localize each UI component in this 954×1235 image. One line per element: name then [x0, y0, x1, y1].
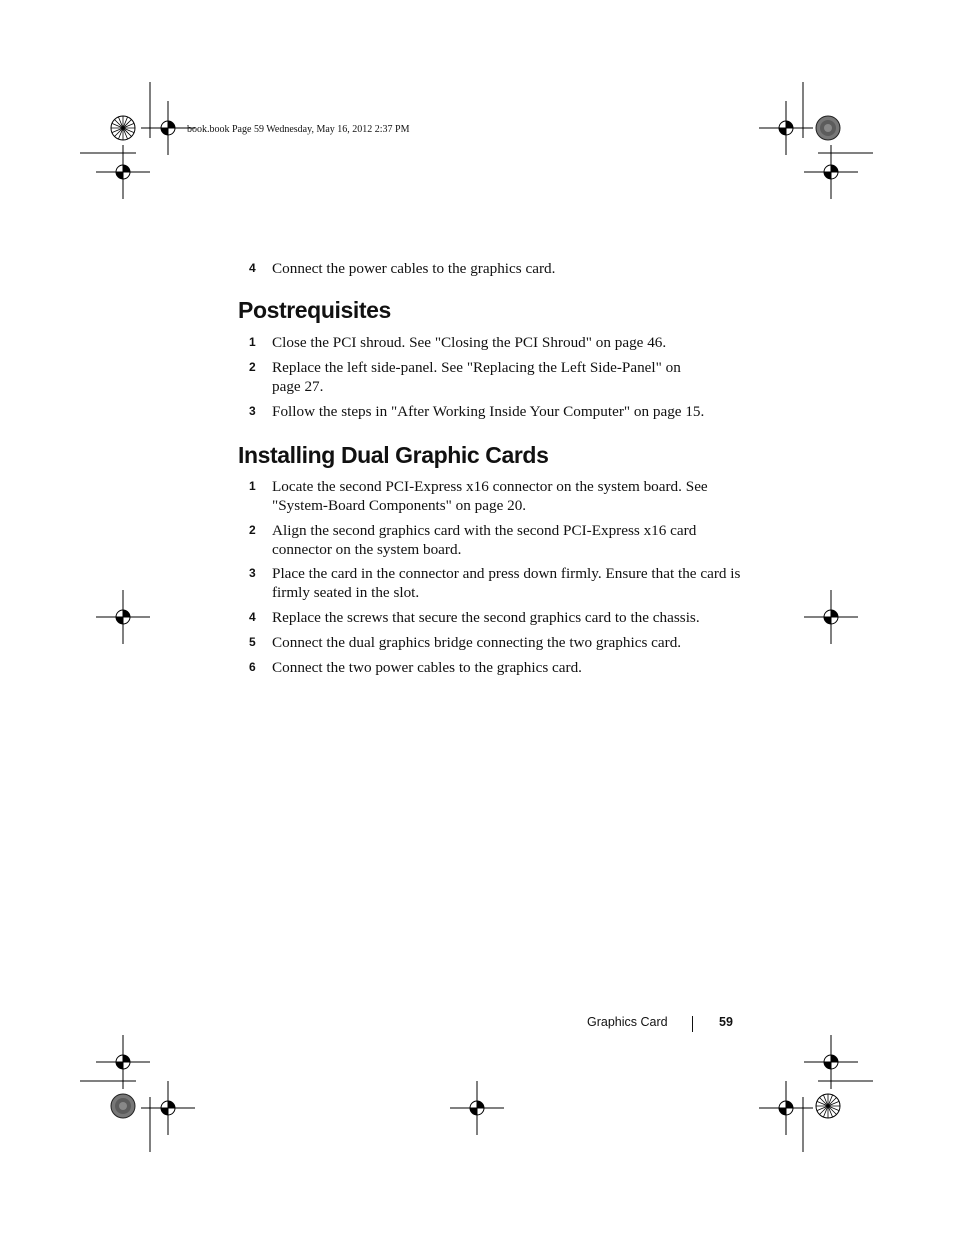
- step-number: 3: [249, 566, 256, 580]
- footer-section-label: Graphics Card: [587, 1015, 668, 1029]
- step-text: Locate the second PCI-Express x16 connector on the system board. See "System-Board Components" on page 20.: [272, 478, 708, 514]
- list-item: [238, 564, 748, 602]
- list-item: [238, 358, 698, 396]
- step-text: Replace the screws that secure the second graphics card to the chassis.: [272, 609, 700, 626]
- list-item: [238, 402, 748, 421]
- step-number: 3: [249, 404, 256, 418]
- print-header: book.book Page 59 Wednesday, May 16, 2012 2:37 PM: [187, 124, 410, 135]
- list-item: [238, 259, 748, 278]
- step-text: Connect the dual graphics bridge connecting the two graphics card.: [272, 634, 682, 651]
- list-item: [238, 521, 748, 559]
- footer-divider: [692, 1016, 693, 1032]
- list-item: [238, 633, 748, 652]
- page-number: 59: [719, 1015, 733, 1029]
- step-text: Close the PCI shroud. See "Closing the PCI Shroud" on page 46.: [272, 334, 667, 351]
- step-text: Connect the two power cables to the graphics card.: [272, 659, 582, 676]
- step-text: Replace the left side-panel. See "Replacing the Left Side-Panel" on page 27.: [272, 359, 681, 395]
- step-text: Align the second graphics card with the second PCI-Express x16 card connector on the system board.: [272, 522, 697, 558]
- section-heading-installing-dual-graphic-cards: Installing Dual Graphic Cards: [238, 442, 549, 468]
- step-number: 4: [249, 261, 256, 275]
- list-item: [238, 608, 748, 627]
- step-number: 2: [249, 523, 256, 537]
- step-number: 1: [249, 335, 256, 349]
- step-text: Connect the power cables to the graphics card.: [272, 260, 556, 277]
- step-number: 1: [249, 479, 256, 493]
- step-number: 6: [249, 660, 256, 674]
- step-number: 2: [249, 360, 256, 374]
- list-item: [238, 477, 748, 515]
- step-number: 4: [249, 610, 256, 624]
- section-heading-postrequisites: Postrequisites: [238, 297, 391, 323]
- list-item: [238, 333, 748, 352]
- list-item: [238, 658, 748, 677]
- step-number: 5: [249, 635, 256, 649]
- step-text: Place the card in the connector and press down firmly. Ensure that the card is firmly seated in the slot.: [272, 565, 741, 601]
- step-text: Follow the steps in "After Working Inside Your Computer" on page 15.: [272, 403, 705, 420]
